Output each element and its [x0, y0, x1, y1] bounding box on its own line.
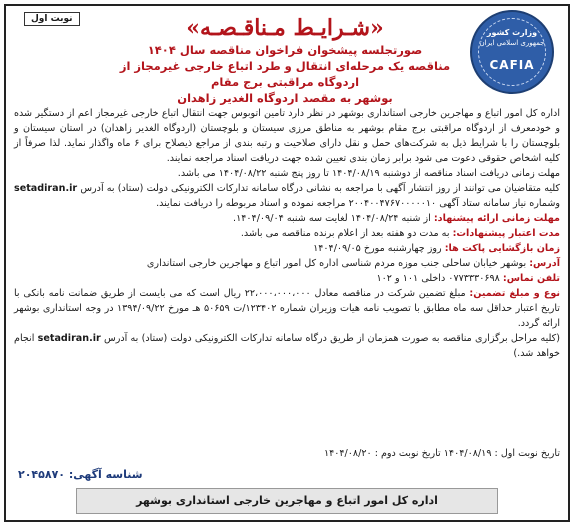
intro-paragraph: اداره کل امور اتباع و مهاجرین خارجی استانداری بوشهر در نظر دارد تامین اتوبوس جهت انتقال اتباع خارجی غیرمجاز اعم از دستگیر شده و خودمعرف از اردوگاه مراقبتی برج مقام بوشهر به مناطق مرزی سیستان و بلوچستان (اردوگاه الغدیر زاهدان) در استان سیستان و بلوچستان را با شرایط ذیل به شرکت‌های حمل و نقل دارای صلاحیت و رتبه بندی از مراجع ذیصلاح برای ۶ ماه واگذار نماید. لذا صرفاً از کلیه اشخاص حقوقی دعوت می شود برابر زمان بندی تعیین شده جهت دریافت اسناد مراجعه نمایند.	[14, 108, 560, 164]
notice-header	[102, 14, 468, 106]
phone-row	[14, 271, 560, 286]
validity-value: به مدت دو هفته بعد از اعلام برنده مناقصه می باشد.	[240, 228, 450, 239]
proposal-deadline-label: مهلت زمانی ارائه پیشنهاد:	[433, 213, 560, 224]
phone-value: ۰۷۷۳۳۳۰۶۹۸ داخلی ۱۰۱ و ۱۰۲	[376, 273, 500, 284]
phone-label: تلفن تماس:	[502, 273, 560, 284]
validity-row	[14, 226, 560, 241]
notice-subtitle-1: صورتجلسه پیشخوان فراخوان مناقصه سال ۱۴۰۴	[147, 43, 423, 57]
insertion-badge: نوبت اول	[24, 12, 80, 26]
logo-brand: CAFIA	[489, 58, 535, 72]
address-label: آدرس:	[529, 258, 560, 269]
address-value: بوشهر خیابان ساحلی جنب موزه مردم شناسی اداره کل امور اتباع و مهاجرین خارجی استانداری	[146, 258, 527, 269]
publication-dates: تاریخ نوبت اول : ۱۴۰۴/۰۸/۱۹ تاریخ نوبت دوم : ۱۴۰۴/۰۸/۲۰	[323, 448, 560, 459]
opening-value: روز چهارشنبه مورخ ۱۴۰۴/۰۹/۰۵	[313, 243, 442, 254]
setad-text-b: وشماره نیاز سامانه ستاد آگهی ۲۰۰۴۰۰۴۷۶۷۰۰۰۰۰۱۰ مراجعه نموده و اسناد مربوطه را دریافت نمایند.	[156, 198, 560, 209]
logo-line1: وزارت کشور	[486, 28, 538, 37]
procedure-text-b: انجام خواهد شد.)	[14, 333, 560, 359]
proposal-deadline-row	[14, 211, 560, 226]
notice-title: «شـرایـط مـناقـصـه»	[186, 15, 384, 41]
guarantee-value: مبلغ تضمین شرکت در مناقصه معادل ۲۲،۰۰۰،۰۰۰،۰۰۰ ریال است که می بایست از طریق ضمانت نامه بانکی با تاریخ اعتبار حداقل سه ماه مطابق با تصویب نامه هیات وزیران شماره ۱۲۳۴۰۲/ت ۵۰۶۵۹ هـ مورخ ۱۳۹۴/۰۹/۲۲ در وجه استانداری بوشهر ارائه گردد.	[14, 288, 560, 329]
setad-link[interactable]: setadiran.ir	[14, 183, 78, 194]
ad-number: شناسه آگهی: ۲۰۴۵۸۷۰	[18, 468, 143, 481]
documents-deadline: مهلت زمانی دریافت اسناد مناقصه از دوشنبه ۱۴۰۴/۰۸/۱۹ تا روز پنج شنبه ۱۴۰۴/۰۸/۲۲ می باشد.	[177, 168, 560, 179]
opening-label: زمان بازگشایی پاکت ها:	[444, 243, 560, 254]
setad-text-a: کلیه متقاضیان می توانند از روز انتشار آگهی با مراجعه به نشانی درگاه سامانه تدارکات الکترونیکی دولت (ستاد) به آدرس	[80, 183, 560, 194]
notice-subtitle-3: بوشهر به مقصد اردوگاه الغدیر زاهدان	[177, 91, 393, 105]
logo-line2: جمهوری اسلامی ایران	[479, 39, 545, 47]
proposal-deadline-value: از شنبه ۱۴۰۴/۰۸/۲۴ لغایت سه شنبه ۱۴۰۴/۰۹/۰۴.	[233, 213, 431, 224]
validity-label: مدت اعتبار پیشنهادات:	[452, 228, 560, 239]
procedure-paragraph	[14, 331, 560, 361]
procedure-text-a: (کلیه مراحل برگزاری مناقصه به صورت همزمان از طریق درگاه سامانه تدارکات الکترونیکی دولت (ستاد) به آدرس	[104, 333, 560, 344]
ministry-logo-icon	[470, 10, 554, 94]
issuer-bar: اداره کل امور اتباع و مهاجرین خارجی استانداری بوشهر	[76, 488, 498, 514]
guarantee-row	[14, 286, 560, 331]
notice-sheet	[4, 4, 570, 522]
procedure-link[interactable]: setadiran.ir	[37, 333, 101, 344]
guarantee-label: نوع و مبلغ تضمین:	[469, 288, 560, 299]
notice-body	[14, 106, 560, 361]
opening-row	[14, 241, 560, 256]
setad-paragraph	[14, 181, 560, 211]
address-row	[14, 256, 560, 271]
notice-subtitle-2: مناقصه یک مرحله‌ای انتقال و طرد اتباع خارجی غیرمجاز از اردوگاه مراقبتی برج مقام	[119, 59, 451, 89]
